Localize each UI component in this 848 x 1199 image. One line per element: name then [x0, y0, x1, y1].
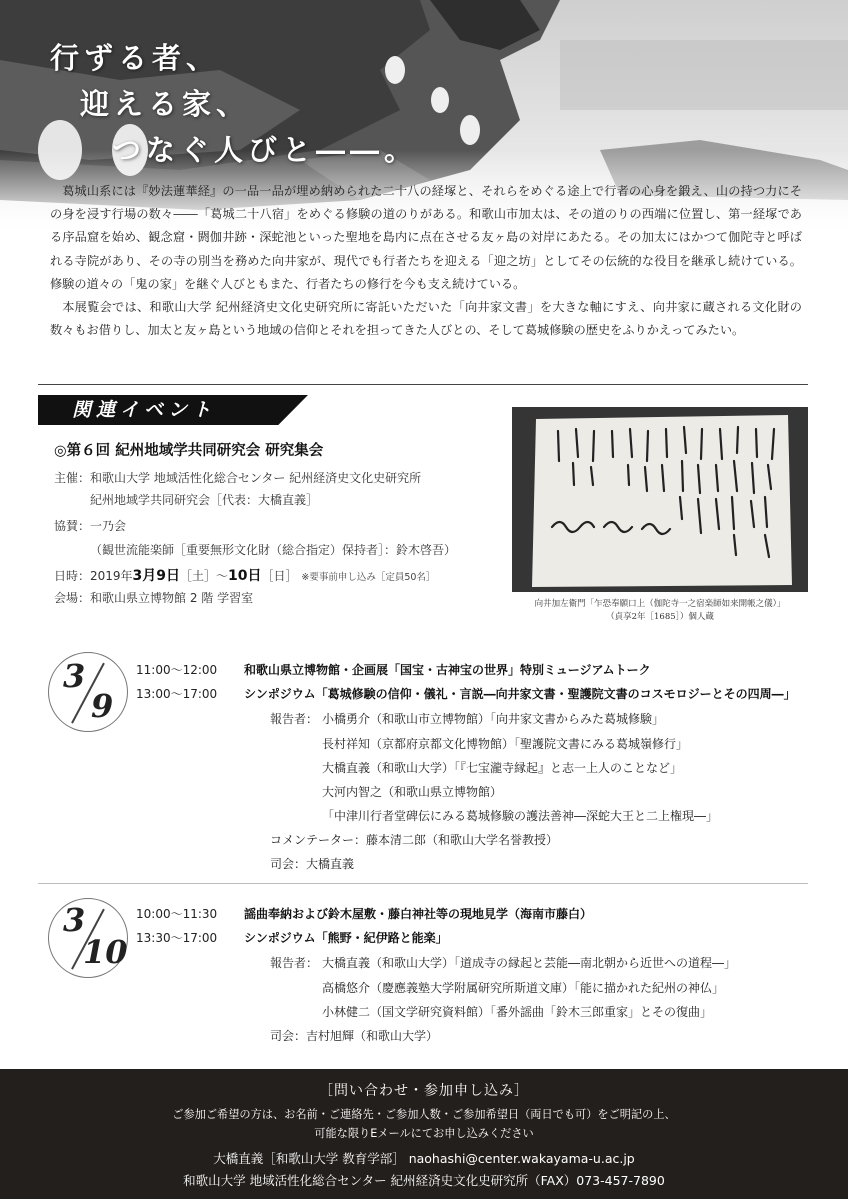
slot-time: 13:00～17:00 — [136, 687, 218, 701]
intro-paragraph-2: 本展覧会では、和歌山大学 紀州経済史文化史研究所に寄託いただいた「向井家文書」を大きな軸にすえ、向井家に蔵される文化財の数々もお借りし、加太と友ヶ島という地域の信仰とそれを担ってきた人びとの、そして葛城修験の歴史をふりかえってみたい。 — [50, 300, 802, 338]
headline-line-1: 行ずる者、 — [50, 41, 221, 75]
headline-line-2: 迎える家、 — [80, 87, 251, 121]
event-date — [54, 568, 435, 586]
archival-document-photo — [512, 407, 808, 592]
host-organization: 和歌山大学 地域活性化総合センター 紀州経済史文化史研究所 — [90, 471, 422, 485]
photo-caption-1: 向井加左衛門「乍恐奉願口上（伽陀寺一之宿楽師如来開帳之儀）」 — [534, 599, 786, 609]
slot-time: 11:00～12:00 — [136, 663, 218, 677]
date-badge-mar-10 — [48, 898, 128, 978]
contact-instruction-2: 可能な限りEメールにてお申し込みください — [314, 1127, 534, 1140]
symposium-title: シンポジウム「熊野・紀伊路と能楽」 — [244, 931, 448, 945]
reporter-label: 報告者： — [270, 712, 319, 726]
date-prefix: 日時：2019年 — [54, 569, 133, 583]
contact-instruction-1: ご参加ご希望の方は、お名前・ご連絡先・ご参加人数・ご参加希望日（両日でも可）をご明記の上、 — [172, 1108, 676, 1121]
moderator: 司会：吉村旭輝（和歌山大学） — [270, 1029, 439, 1043]
badge-month: 3 — [63, 657, 86, 695]
reporter-item: 大橋直義（和歌山大学）「『七宝瀧寺縁起』と志一上人のことなど」 — [322, 761, 683, 775]
badge-day: 9 — [91, 687, 114, 725]
reporter-item: 大河内智之（和歌山県立博物館） — [322, 785, 503, 799]
support-organization: 一乃会 — [90, 519, 127, 533]
date-badge-mar-9 — [48, 652, 128, 732]
contact-email[interactable]: 大橋直義［和歌山大学 教育学部］ naohashi@center.wakayama-u.ac.jp — [213, 1151, 635, 1166]
events-heading: 関連イベント — [72, 399, 217, 421]
document-illustration — [512, 407, 808, 592]
date-note: ※要事前申し込み［定員50名］ — [301, 572, 436, 583]
reporter-item: 高橋悠介（慶應義塾大学附属研究所斯道文庫）「能に描かれた紀州の神仏」 — [322, 981, 725, 995]
support-label: 協賛： — [54, 519, 91, 533]
intro-text — [50, 180, 802, 342]
commentator: コメンテーター：藤本清二郎（和歌山大学名誉教授） — [270, 833, 559, 847]
support-detail: （観世流能楽師［重要無形文化財（総合指定）保持者］：鈴木啓吾） — [90, 543, 457, 557]
slot-title: 和歌山県立博物館・企画展「国宝・古神宝の世界」特別ミュージアムトーク — [244, 663, 651, 677]
reporter-label: 報告者： — [270, 956, 319, 970]
headline-line-3: つなぐ人びと――。 — [112, 133, 419, 167]
host-row — [54, 470, 421, 486]
photo-caption-2: （貞享2年［1685］）個人蔵 — [606, 612, 714, 622]
symposium-title: シンポジウム「葛城修験の信仰・儀礼・言説―向井家文書・聖護院文書のコスモロジーとその四周―」 — [244, 687, 796, 701]
intro-paragraph-1: 葛城山系には『妙法蓮華経』の一品一品が埋め納められた二十八の経塚と、それらをめぐる途上で行者の心身を鍛え、山の持つ力にその身を浸す行場の数々――「葛城二十八宿」をめぐる修験の道のりがある。和歌山市加太は、その道のりの西端に位置し、第一経塚である序品窟を始め、観念窟・閼伽井跡・深蛇池といった聖地を島内に点在させる友ヶ島の対岸にあたる。その加太にはかつて伽陀寺と呼ばれる寺院があり、その寺の別当を務めた向井家が、現代でも行者たちを迎える「迎之坊」としてその伝統的な役目を継承し続けている。修験の道々の「鬼の家」を継ぐ人びともまた、行者たちの修行を今も支え続けている。 — [50, 184, 802, 291]
contact-footer — [0, 1069, 848, 1199]
contact-heading: ［問い合わせ・参加申し込み］ — [319, 1083, 529, 1099]
section-divider — [38, 384, 808, 385]
support-row — [54, 518, 126, 534]
host-organization-2: 紀州地域学共同研究会［代表：大橋直義］ — [90, 493, 319, 507]
badge-day: 10 — [83, 933, 128, 971]
slot-time: 13:30～17:00 — [136, 931, 218, 945]
reporter-item: 小橋勇介（和歌山市立博物館）「向井家文書からみた葛城修験」 — [322, 712, 665, 726]
slot-time: 10:00～11:30 — [136, 907, 218, 921]
reporter-item: 長村祥知（京都府京都文化博物館）「聖護院文書にみる葛城嶺修行」 — [322, 737, 689, 751]
contact-fax: 和歌山大学 地域活性化総合センター 紀州経済史文化史研究所（FAX）073-457-7890 — [183, 1173, 665, 1188]
reporter-item: 大橋直義（和歌山大学）「道成寺の縁起と芸能―南北朝から近世への道程―」 — [322, 956, 737, 970]
date-end: 10日 — [228, 568, 262, 584]
reporter-item: 小林健二（国文学研究資料館）「番外謡曲「鈴木三郎重家」とその復曲」 — [322, 1005, 713, 1019]
slot-title: 謡曲奉納および鈴木屋敷・藤白神社等の現地見学（海南市藤白） — [244, 907, 593, 921]
date-start: 3月9日 — [132, 568, 181, 584]
moderator: 司会：大橋直義 — [270, 857, 355, 871]
day-divider — [38, 883, 808, 884]
badge-month: 3 — [63, 901, 86, 939]
event-venue: 会場：和歌山県立博物館 2 階 学習室 — [54, 591, 254, 605]
reporter-item-title: 「中津川行者堂碑伝にみる葛城修験の護法善神―深蛇大王と二上権現―」 — [322, 809, 719, 823]
event-title: ◎第６回 紀州地域学共同研究会 研究集会 — [54, 443, 324, 459]
date-weekday-start: ［土］～ — [180, 569, 229, 583]
host-label: 主催： — [54, 471, 91, 485]
date-weekday-end: ［日］ — [261, 569, 298, 583]
